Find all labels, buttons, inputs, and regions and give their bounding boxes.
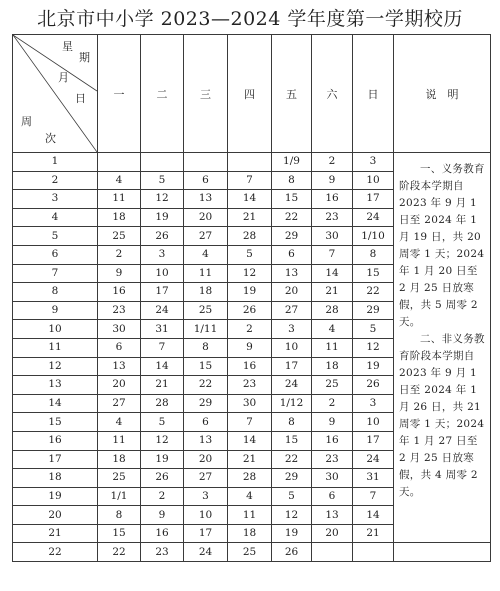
date-cell: 5 [272,487,312,506]
date-cell: 22 [272,208,312,227]
corner-label-yue: 月 [58,71,69,84]
date-cell: 25 [98,227,141,246]
table-row [13,153,491,172]
date-cell: 19 [228,283,272,302]
date-cell: 7 [353,487,394,506]
date-cell: 1/12 [272,394,312,413]
date-cell: 9 [312,171,353,190]
date-cell: 4 [184,245,228,264]
date-cell: 23 [312,208,353,227]
date-cell: 18 [98,450,141,469]
date-cell: 1/9 [272,153,312,172]
notes-cell [394,153,491,543]
date-cell: 27 [184,469,228,488]
date-cell: 23 [141,543,184,562]
date-cell: 29 [272,227,312,246]
date-cell: 28 [228,469,272,488]
corner-label-ri: 日 [75,92,86,105]
date-cell: 3 [353,153,394,172]
date-cell: 2 [98,245,141,264]
date-cell: 25 [228,543,272,562]
date-cell: 31 [141,320,184,339]
date-cell: 18 [312,357,353,376]
date-cell: 21 [141,376,184,395]
date-cell: 1/11 [184,320,228,339]
week-number-cell: 10 [13,320,98,339]
date-cell: 13 [272,264,312,283]
date-cell: 25 [312,376,353,395]
week-number-cell: 21 [13,524,98,543]
date-cell: 11 [312,338,353,357]
date-cell: 5 [141,171,184,190]
date-cell: 16 [312,431,353,450]
date-cell: 10 [184,506,228,525]
date-cell: 29 [184,394,228,413]
date-cell [184,153,228,172]
date-cell: 11 [184,264,228,283]
week-number-cell: 16 [13,431,98,450]
date-cell: 17 [272,357,312,376]
date-cell: 31 [353,469,394,488]
date-cell: 30 [312,227,353,246]
week-number-cell: 14 [13,394,98,413]
date-cell: 9 [312,413,353,432]
date-cell: 19 [141,208,184,227]
calendar-body [13,153,491,562]
date-cell: 6 [184,413,228,432]
date-cell: 7 [312,245,353,264]
date-cell: 14 [141,357,184,376]
date-cell: 24 [141,301,184,320]
week-number-cell: 19 [13,487,98,506]
date-cell: 4 [228,487,272,506]
date-cell: 24 [184,543,228,562]
date-cell: 8 [184,338,228,357]
date-cell: 24 [353,208,394,227]
date-cell: 15 [353,264,394,283]
date-cell: 12 [141,431,184,450]
date-cell: 8 [272,171,312,190]
weekday-header-thu: 四 [228,35,272,153]
date-cell: 6 [272,245,312,264]
week-number-cell: 7 [13,264,98,283]
header-row [13,35,491,153]
corner-label-xing: 星 [62,40,73,53]
week-number-cell: 9 [13,301,98,320]
date-cell: 12 [272,506,312,525]
date-cell: 8 [98,506,141,525]
notes-header: 说 明 [394,35,491,153]
date-cell: 5 [353,320,394,339]
week-number-cell: 13 [13,376,98,395]
week-number-cell: 11 [13,338,98,357]
date-cell: 20 [272,283,312,302]
date-cell: 12 [228,264,272,283]
weekday-header-fri: 五 [272,35,312,153]
date-cell: 17 [353,431,394,450]
date-cell: 19 [272,524,312,543]
corner-label-qi: 期 [79,51,90,64]
date-cell: 15 [98,524,141,543]
date-cell: 21 [353,524,394,543]
date-cell: 21 [228,208,272,227]
date-cell: 10 [353,413,394,432]
date-cell: 14 [312,264,353,283]
corner-label-ci: 次 [45,132,56,145]
week-number-cell: 4 [13,208,98,227]
date-cell: 6 [184,171,228,190]
date-cell: 10 [272,338,312,357]
date-cell: 22 [353,283,394,302]
date-cell: 11 [98,190,141,209]
date-cell: 9 [141,506,184,525]
date-cell: 29 [353,301,394,320]
date-cell: 3 [272,320,312,339]
week-number-cell: 6 [13,245,98,264]
date-cell [98,153,141,172]
date-cell: 16 [98,283,141,302]
date-cell: 3 [184,487,228,506]
date-cell: 23 [228,376,272,395]
date-cell: 23 [312,450,353,469]
date-cell: 13 [184,431,228,450]
date-cell [141,153,184,172]
date-cell: 13 [184,190,228,209]
notes-empty-cell [394,543,491,562]
date-cell: 4 [98,413,141,432]
date-cell: 23 [98,301,141,320]
date-cell: 7 [141,338,184,357]
note-paragraph: 二、非义务教育阶段本学期自 2023 年 9 月 1 日至 2024 年 1 月 26 日，共 21 周零 1 天；2024 年 1 月 27 日至 2 月 25 日放寒假，共 4 周零 2 天。 [399,333,485,498]
date-cell: 12 [141,190,184,209]
date-cell: 17 [141,283,184,302]
date-cell: 27 [184,227,228,246]
date-cell: 26 [272,543,312,562]
date-cell: 6 [312,487,353,506]
date-cell: 22 [184,376,228,395]
date-cell: 30 [312,469,353,488]
date-cell: 2 [141,487,184,506]
date-cell: 19 [353,357,394,376]
page-title: 北京市中小学 2023—2024 学年度第一学期校历 [37,8,463,30]
week-number-cell: 20 [13,506,98,525]
weekday-header-mon: 一 [98,35,141,153]
weekday-header-wed: 三 [184,35,228,153]
date-cell: 3 [141,245,184,264]
date-cell: 1/1 [98,487,141,506]
week-number-cell: 5 [13,227,98,246]
date-cell: 20 [184,208,228,227]
date-cell: 4 [312,320,353,339]
date-cell: 9 [98,264,141,283]
date-cell: 1/10 [353,227,394,246]
week-number-cell: 8 [13,283,98,302]
weekday-header-sun: 日 [353,35,394,153]
date-cell: 21 [228,450,272,469]
date-cell: 28 [228,227,272,246]
date-cell: 20 [98,376,141,395]
date-cell: 18 [228,524,272,543]
date-cell: 15 [272,190,312,209]
week-number-cell: 12 [13,357,98,376]
date-cell: 7 [228,413,272,432]
week-number-cell: 18 [13,469,98,488]
date-cell: 26 [141,469,184,488]
date-cell: 18 [98,208,141,227]
date-cell: 2 [312,153,353,172]
date-cell: 11 [228,506,272,525]
date-cell: 17 [353,190,394,209]
date-cell: 24 [353,450,394,469]
date-cell: 5 [141,413,184,432]
date-cell: 9 [228,338,272,357]
date-cell: 15 [184,357,228,376]
date-cell: 16 [312,190,353,209]
date-cell: 21 [312,283,353,302]
corner-header-cell [13,35,98,153]
week-number-cell: 2 [13,171,98,190]
date-cell: 26 [141,227,184,246]
date-cell: 11 [98,431,141,450]
date-cell: 26 [353,376,394,395]
table-row [13,543,491,562]
date-cell: 10 [141,264,184,283]
date-cell: 14 [228,190,272,209]
date-cell: 10 [353,171,394,190]
date-cell: 5 [228,245,272,264]
date-cell: 25 [98,469,141,488]
week-number-cell: 22 [13,543,98,562]
date-cell: 12 [353,338,394,357]
date-cell: 13 [312,506,353,525]
date-cell: 14 [353,506,394,525]
date-cell: 20 [184,450,228,469]
date-cell: 7 [228,171,272,190]
date-cell: 17 [184,524,228,543]
date-cell [353,543,394,562]
date-cell: 22 [272,450,312,469]
corner-label-zhou: 周 [21,115,32,128]
date-cell: 28 [141,394,184,413]
date-cell: 15 [272,431,312,450]
date-cell: 30 [228,394,272,413]
weekday-header-tue: 二 [141,35,184,153]
week-number-cell: 15 [13,413,98,432]
date-cell: 13 [98,357,141,376]
date-cell: 6 [98,338,141,357]
date-cell [312,543,353,562]
date-cell: 16 [141,524,184,543]
date-cell: 30 [98,320,141,339]
date-cell: 2 [228,320,272,339]
date-cell: 4 [98,171,141,190]
calendar-table [12,34,491,562]
date-cell: 28 [312,301,353,320]
week-number-cell: 3 [13,190,98,209]
weekday-header-sat: 六 [312,35,353,153]
date-cell: 25 [184,301,228,320]
date-cell: 24 [272,376,312,395]
date-cell: 2 [312,394,353,413]
date-cell: 8 [353,245,394,264]
date-cell: 8 [272,413,312,432]
date-cell: 29 [272,469,312,488]
date-cell: 16 [228,357,272,376]
date-cell: 3 [353,394,394,413]
week-number-cell: 1 [13,153,98,172]
date-cell: 14 [228,431,272,450]
date-cell: 27 [98,394,141,413]
date-cell: 19 [141,450,184,469]
date-cell: 22 [98,543,141,562]
date-cell: 26 [228,301,272,320]
date-cell: 18 [184,283,228,302]
note-paragraph: 一、义务教育阶段本学期自 2023 年 9 月 1 日至 2024 年 1 月 19 日，共 20 周零 1 天；2024 年 1 月 20 日至 2 月 25 日放寒假，共 5 周零 2 天。 [399,163,485,328]
date-cell: 20 [312,524,353,543]
date-cell [228,153,272,172]
date-cell: 27 [272,301,312,320]
week-number-cell: 17 [13,450,98,469]
